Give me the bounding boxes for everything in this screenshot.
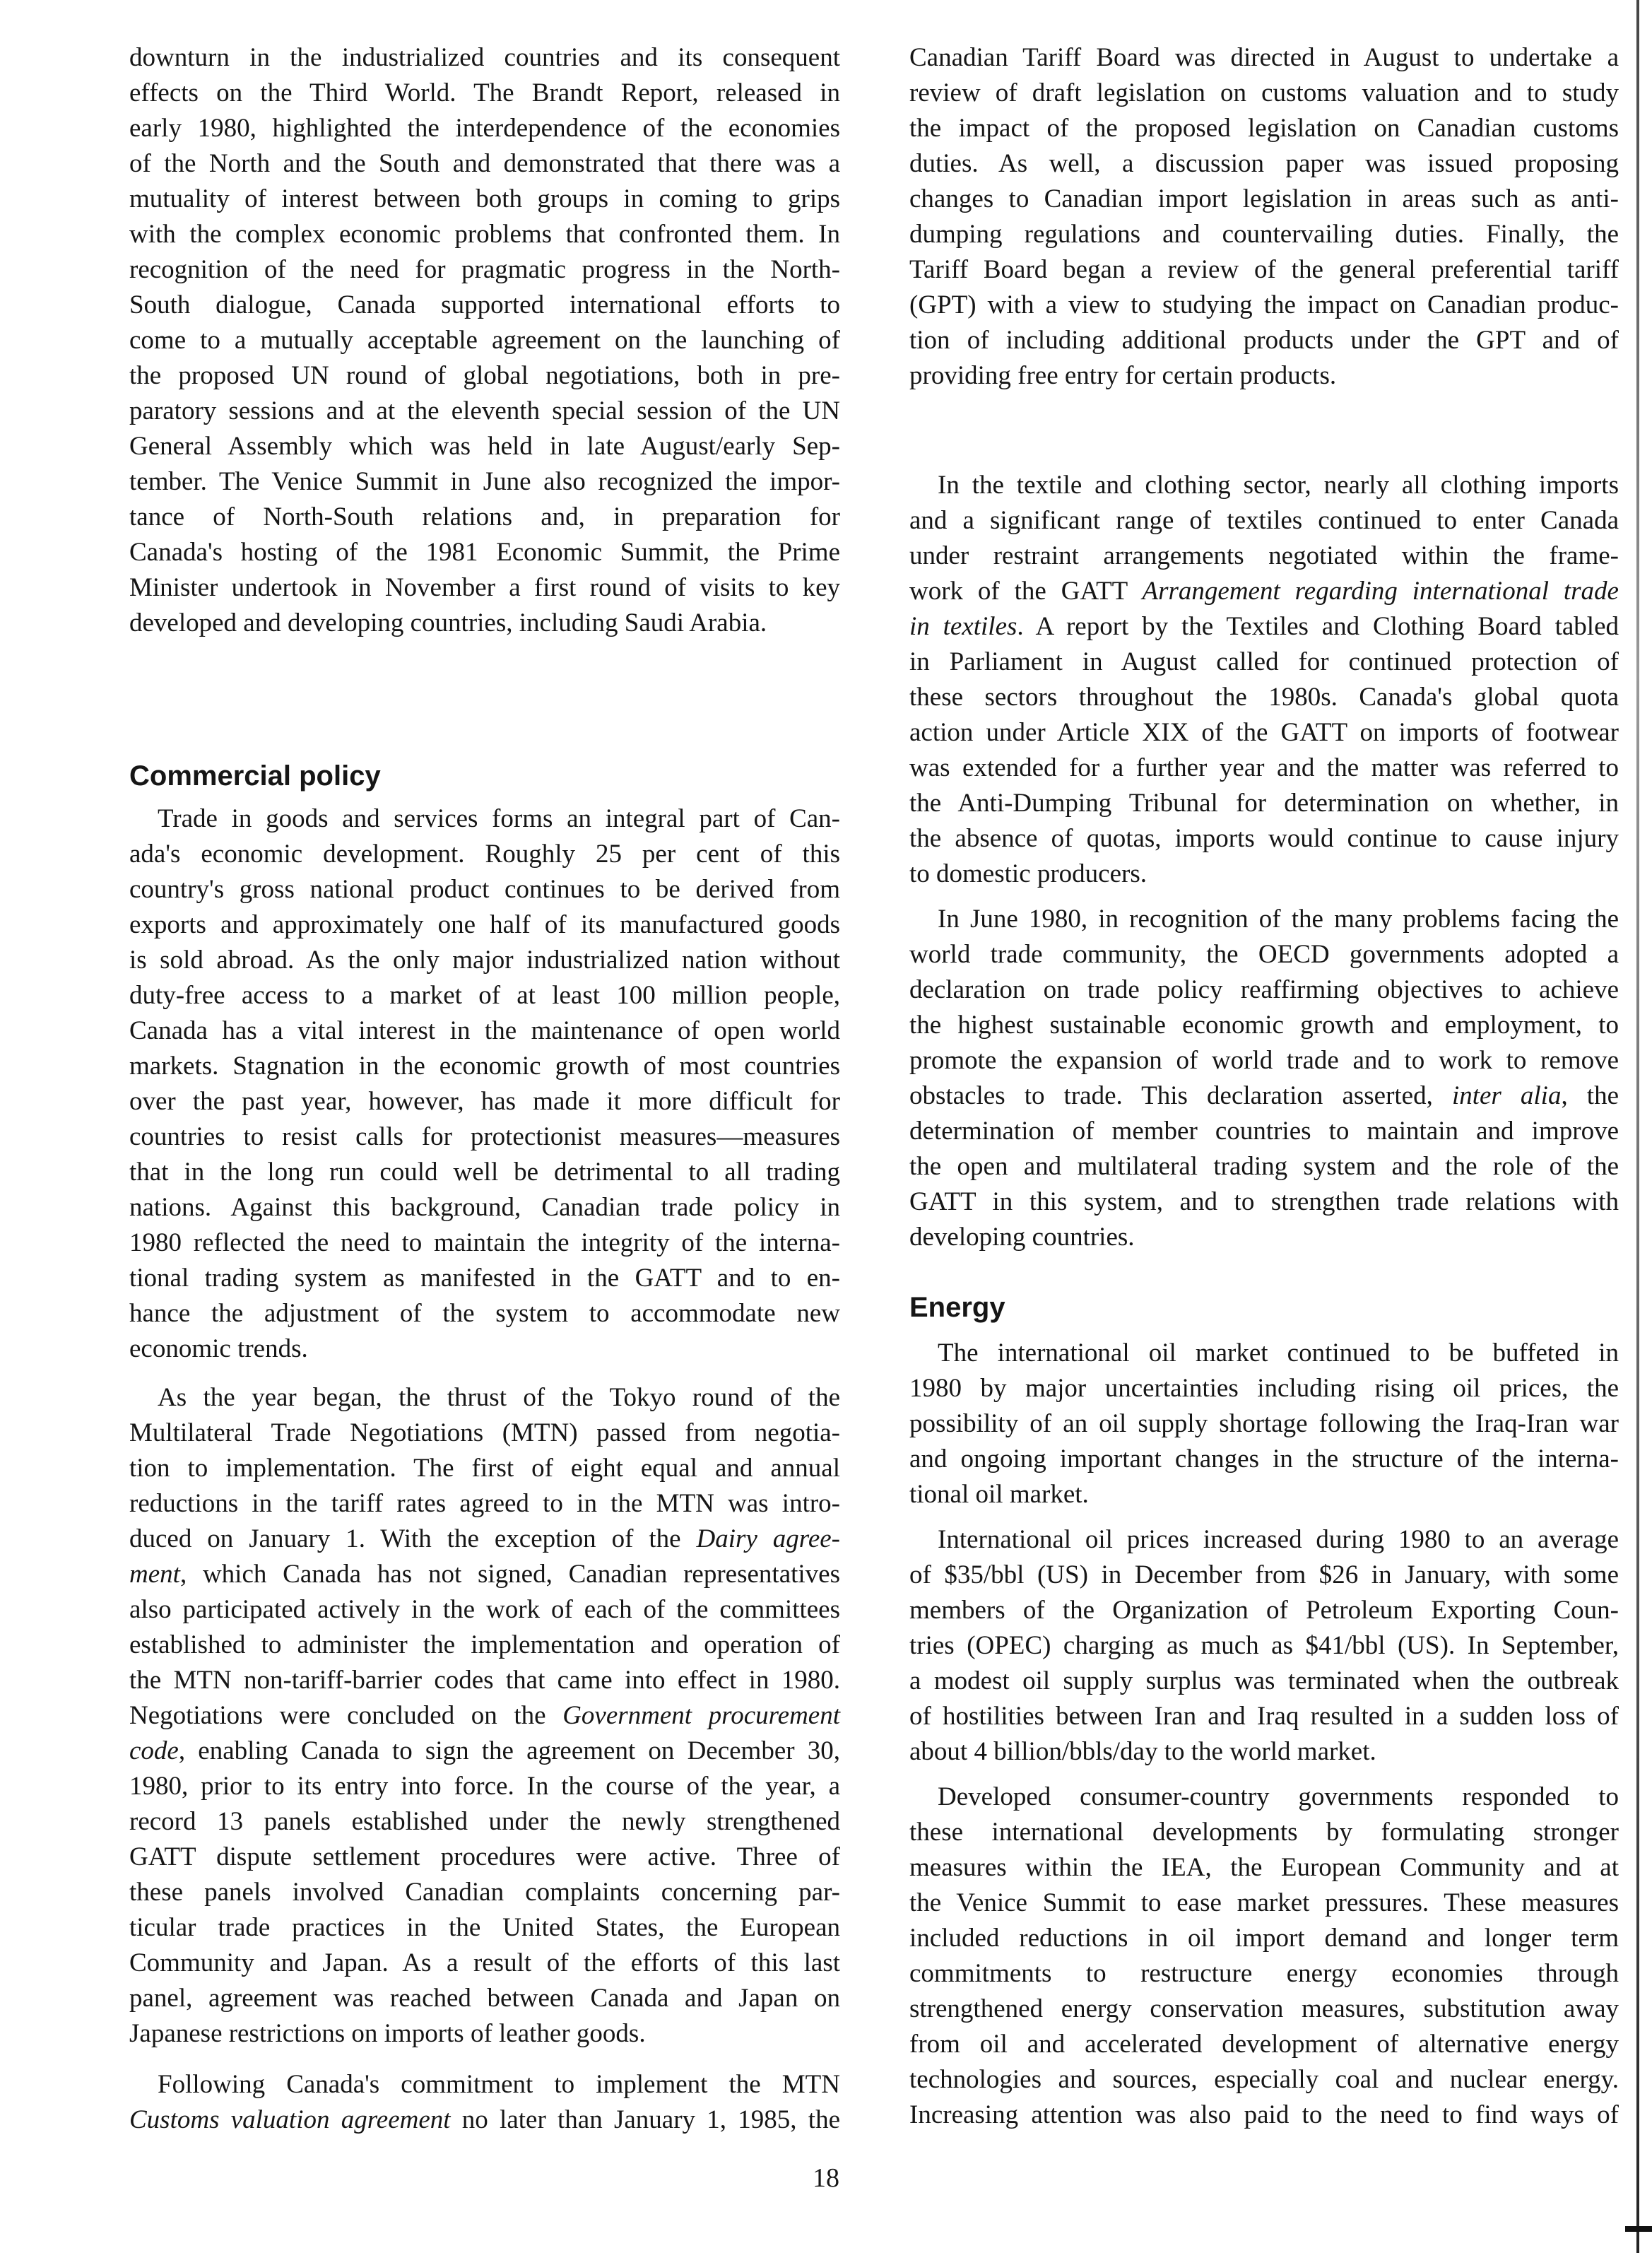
- italic-text: code: [129, 1736, 179, 1765]
- text-line: the highest sustainable economic growth and employment, to: [909, 1011, 1619, 1040]
- text-line: the proposed UN round of global negotiations, both in pre-: [129, 361, 840, 390]
- paragraph: [909, 902, 1619, 1255]
- text-line: possibility of an oil supply shortage following the Iraq-Iran war: [909, 1409, 1619, 1438]
- text-line: Following Canada's commitment to implement the MTN: [158, 2070, 840, 2099]
- text-line: the absence of quotas, imports would continue to cause injury: [909, 824, 1619, 853]
- text-line: promote the expansion of world trade and to work to remove: [909, 1046, 1619, 1075]
- text-line: members of the Organization of Petroleum Exporting Coun-: [909, 1596, 1619, 1625]
- text-line: [909, 1078, 1619, 1114]
- text-line: paratory sessions and at the eleventh special session of the UN: [129, 396, 840, 425]
- text-line: the Venice Summit to ease market pressures. These measures: [909, 1888, 1619, 1917]
- text-line: commitments to restructure energy economies through: [909, 1959, 1619, 1988]
- paragraph: [129, 2067, 840, 2138]
- text-line: panel, agreement was reached between Canada and Japan on: [129, 1984, 840, 2013]
- italic-text: ment: [129, 1560, 180, 1589]
- text-line: established to administer the implementation and operation of: [129, 1630, 840, 1659]
- text-line: General Assembly which was held in late August/early Sep-: [129, 432, 840, 461]
- scan-edge: [1636, 0, 1639, 2253]
- text-line: downturn in the industrialized countries and its consequent: [129, 43, 840, 72]
- text-line: tional trading system as manifested in the GATT and to en-: [129, 1264, 840, 1293]
- text-line: GATT in this system, and to strengthen trade relations with: [909, 1187, 1619, 1216]
- text-line: the Anti-Dumping Tribunal for determination on whether, in: [909, 789, 1619, 818]
- text-line: Tariff Board began a review of the general preferential tariff: [909, 255, 1619, 284]
- text-line: technologies and sources, especially coal and nuclear energy.: [909, 2065, 1619, 2094]
- text-line: country's gross national product continues to be derived from: [129, 875, 840, 904]
- text-line: about 4 billion/bbls/day to the world market.: [909, 1737, 1376, 1766]
- text-line: Developed consumer-country governments responded to: [938, 1782, 1619, 1811]
- scan-edge-foot: [1625, 2226, 1652, 2232]
- text-line: Canada's hosting of the 1981 Economic Summit, the Prime: [129, 538, 840, 567]
- text-line: of hostilities between Iran and Iraq resulted in a sudden loss of: [909, 1702, 1619, 1731]
- text-line: mutuality of interest between both groups in coming to grips: [129, 184, 840, 213]
- text-line: Increasing attention was also paid to the need to find ways of: [909, 2100, 1619, 2129]
- text-line: a modest oil supply surplus was terminated when the outbreak: [909, 1666, 1619, 1695]
- paragraph: [129, 1380, 840, 2052]
- text-line: International oil prices increased during 1980 to an average: [938, 1525, 1619, 1554]
- text-line: GATT dispute settlement procedures were active. Three of: [129, 1842, 840, 1871]
- text-line: In the textile and clothing sector, nearly all clothing imports: [938, 471, 1619, 500]
- text-line: measures within the IEA, the European Community and at: [909, 1853, 1619, 1882]
- text-line: and ongoing important changes in the structure of the interna-: [909, 1445, 1619, 1473]
- text-line: nations. Against this background, Canadian trade policy in: [129, 1193, 840, 1222]
- text-line: of the North and the South and demonstrated that there was a: [129, 149, 840, 178]
- text-line: is sold abroad. As the only major industrialized nation without: [129, 946, 840, 975]
- text-segment: , enabling Canada to sign the agreement on December 30,: [178, 1736, 840, 1765]
- text-line: tance of North-South relations and, in preparation for: [129, 502, 840, 531]
- text-line: 1980 reflected the need to maintain the integrity of the interna-: [129, 1228, 840, 1257]
- text-line: and a significant range of textiles continued to enter Canada: [909, 506, 1619, 535]
- text-line: Community and Japan. As a result of the efforts of this last: [129, 1948, 840, 1977]
- text-line: Multilateral Trade Negotiations (MTN) passed from negotia-: [129, 1418, 840, 1447]
- text-line: Canadian Tariff Board was directed in August to undertake a: [909, 43, 1619, 72]
- text-line: countries to resist calls for protectionist measures—measures: [129, 1122, 840, 1151]
- text-line: [129, 1734, 840, 1769]
- section-heading: Commercial policy: [129, 760, 381, 792]
- text-line: tion of including additional products under the GPT and of: [909, 326, 1619, 355]
- text-line: In June 1980, in recognition of the many problems facing the: [938, 905, 1619, 934]
- text-line: world trade community, the OECD governments adopted a: [909, 940, 1619, 969]
- paragraph: [909, 1522, 1619, 1770]
- italic-text: Dairy agree-: [696, 1524, 841, 1553]
- text-line: 1980, prior to its entry into force. In the course of the year, a: [129, 1772, 840, 1801]
- text-line: review of draft legislation on customs valuation and to study: [909, 78, 1619, 107]
- text-line: [129, 2102, 840, 2138]
- text-line: changes to Canadian import legislation in areas such as anti-: [909, 184, 1619, 213]
- text-line: was extended for a further year and the matter was referred to: [909, 753, 1619, 782]
- text-line: in Parliament in August called for continued protection of: [909, 647, 1619, 676]
- text-line: [129, 1557, 840, 1592]
- text-line: the impact of the proposed legislation on Canadian customs: [909, 114, 1619, 143]
- text-line: Canada has a vital interest in the maintenance of open world: [129, 1016, 840, 1045]
- text-line: action under Article XIX of the GATT on imports of footwear: [909, 718, 1619, 747]
- text-line: from oil and accelerated development of alternative energy: [909, 2030, 1619, 2059]
- text-line: Japanese restrictions on imports of leather goods.: [129, 2019, 646, 2048]
- text-line: record 13 panels established under the newly strengthened: [129, 1807, 840, 1836]
- text-line: hance the adjustment of the system to accommodate new: [129, 1299, 840, 1328]
- text-line: duty-free access to a market of at least 100 million people,: [129, 981, 840, 1010]
- text-line: early 1980, highlighted the interdependence of the economies: [129, 114, 840, 143]
- text-line: markets. Stagnation in the economic growth of most countries: [129, 1052, 840, 1081]
- text-line: over the past year, however, has made it more difficult for: [129, 1087, 840, 1116]
- paragraph: [909, 468, 1619, 892]
- text-line: come to a mutually acceptable agreement on the launching of: [129, 326, 840, 355]
- text-line: providing free entry for certain products.: [909, 361, 1337, 390]
- paragraph: [909, 1780, 1619, 2133]
- text-segment: , which Canada has not signed, Canadian representatives: [179, 1560, 840, 1589]
- text-line: (GPT) with a view to studying the impact on Canadian produc-: [909, 290, 1619, 319]
- text-line: tional oil market.: [909, 1480, 1089, 1509]
- italic-text: Government procurement: [562, 1701, 840, 1730]
- text-segment: work of the GATT: [909, 577, 1143, 606]
- italic-text: inter alia: [1451, 1081, 1562, 1110]
- text-segment: obstacles to trade. This declaration asserted,: [909, 1081, 1452, 1110]
- text-line: declaration on trade policy reaffirming objectives to achieve: [909, 975, 1619, 1004]
- text-line: under restraint arrangements negotiated within the frame-: [909, 541, 1619, 570]
- text-segment: no later than January 1, 1985, the: [450, 2105, 841, 2134]
- text-segment: . A report by the Textiles and Clothing Board tabled: [1017, 612, 1619, 641]
- text-line: exports and approximately one half of its manufactured goods: [129, 910, 840, 939]
- text-line: that in the long run could well be detrimental to all trading: [129, 1158, 840, 1187]
- paragraph: [909, 40, 1619, 394]
- text-line: tries (OPEC) charging as much as $41/bbl (US). In September,: [909, 1631, 1619, 1660]
- text-line: [909, 609, 1619, 645]
- text-segment: Negotiations were concluded on the: [129, 1701, 563, 1730]
- paragraph: [909, 1336, 1619, 1512]
- text-line: 1980 by major uncertainties including rising oil prices, the: [909, 1374, 1619, 1403]
- text-line: [909, 574, 1619, 609]
- text-line: to domestic producers.: [909, 859, 1147, 888]
- text-line: tember. The Venice Summit in June also recognized the impor-: [129, 467, 840, 496]
- italic-text: Arrangement regarding international trade: [1142, 577, 1619, 606]
- text-line: developed and developing countries, including Saudi Arabia.: [129, 608, 767, 637]
- text-line: developing countries.: [909, 1223, 1135, 1252]
- text-line: recognition of the need for pragmatic progress in the North-: [129, 255, 840, 284]
- text-line: these international developments by formulating stronger: [909, 1818, 1619, 1847]
- text-line: ticular trade practices in the United States, the European: [129, 1913, 840, 1942]
- text-line: determination of member countries to maintain and improve: [909, 1117, 1619, 1146]
- text-line: ada's economic development. Roughly 25 per cent of this: [129, 840, 840, 869]
- text-line: these sectors throughout the 1980s. Canada's global quota: [909, 683, 1619, 712]
- text-line: Minister undertook in November a first round of visits to key: [129, 573, 840, 602]
- text-line: [129, 1698, 840, 1734]
- text-line: [129, 1522, 840, 1557]
- text-segment: , the: [1561, 1081, 1619, 1110]
- text-line: Trade in goods and services forms an integral part of Can-: [158, 804, 840, 833]
- text-line: with the complex economic problems that confronted them. In: [129, 220, 840, 249]
- text-line: the MTN non-tariff-barrier codes that came into effect in 1980.: [129, 1666, 840, 1695]
- text-line: The international oil market continued to be buffeted in: [938, 1339, 1619, 1367]
- text-line: reductions in the tariff rates agreed to in the MTN was intro-: [129, 1489, 840, 1518]
- paragraph: [129, 801, 840, 1367]
- text-line: these panels involved Canadian complaints concerning par-: [129, 1878, 840, 1907]
- text-line: the open and multilateral trading system and the role of the: [909, 1152, 1619, 1181]
- page-number: 18: [813, 2163, 839, 2193]
- italic-text: in textiles: [909, 612, 1017, 641]
- text-line: dumping regulations and countervailing duties. Finally, the: [909, 220, 1619, 249]
- text-line: economic trends.: [129, 1334, 308, 1363]
- text-line: As the year began, the thrust of the Tokyo round of the: [158, 1383, 840, 1412]
- text-line: tion to implementation. The first of eight equal and annual: [129, 1454, 840, 1483]
- text-line: duties. As well, a discussion paper was issued proposing: [909, 149, 1619, 178]
- text-line: also participated actively in the work of each of the committees: [129, 1595, 840, 1624]
- text-segment: duced on January 1. With the exception of the: [129, 1524, 697, 1553]
- section-heading: Energy: [909, 1292, 1005, 1323]
- text-line: effects on the Third World. The Brandt Report, released in: [129, 78, 840, 107]
- text-line: South dialogue, Canada supported international efforts to: [129, 290, 840, 319]
- italic-text: Customs valuation agreement: [129, 2105, 451, 2134]
- text-line: strengthened energy conservation measures, substitution away: [909, 1994, 1619, 2023]
- paragraph: [129, 40, 840, 641]
- text-line: included reductions in oil import demand and longer term: [909, 1924, 1619, 1953]
- text-line: of $35/bbl (US) in December from $26 in January, with some: [909, 1560, 1619, 1589]
